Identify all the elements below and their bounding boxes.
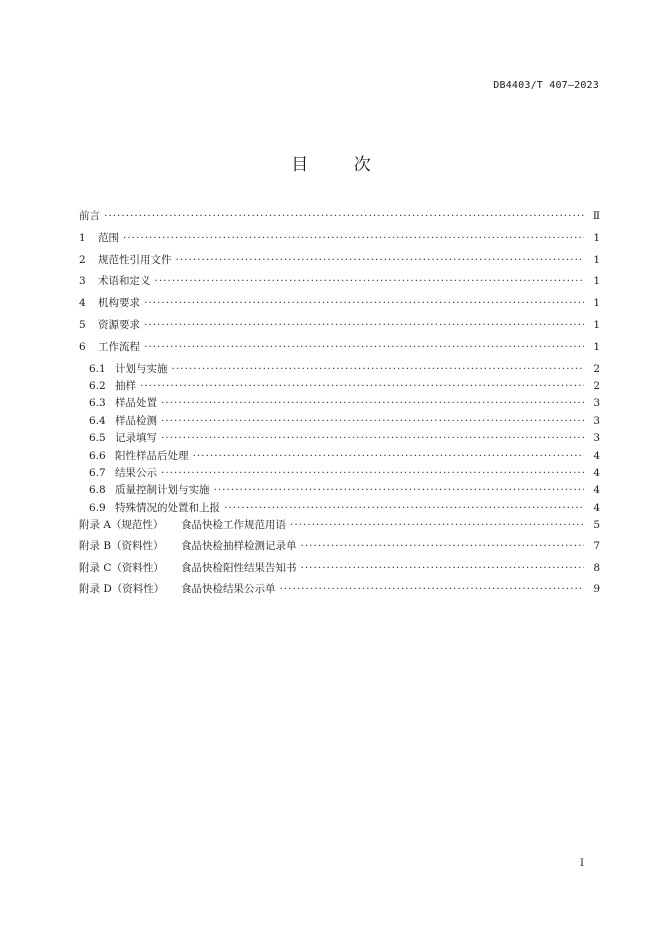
toc-entry-appendix-a[interactable] [79, 517, 600, 538]
toc-entry-page: 1 [593, 253, 600, 266]
toc-entry-label: 样品检测 [115, 414, 157, 427]
toc-leader-dots [144, 297, 584, 309]
toc-entry-4[interactable] [79, 295, 600, 317]
toc-entry-number: 4 [79, 297, 86, 310]
toc-entry-label: 食品快检结果公示单 [181, 583, 276, 596]
toc-entry-6-4[interactable] [79, 413, 600, 430]
toc-entry-1[interactable] [79, 230, 600, 252]
toc-entry-number: 6.2 [89, 379, 106, 392]
table-of-contents [79, 208, 600, 603]
toc-entry-page: 4 [593, 449, 600, 462]
toc-entry-page: 4 [593, 466, 600, 479]
toc-entry-label: 结果公示 [115, 466, 157, 479]
toc-leader-dots [214, 484, 585, 496]
toc-entry-number: 2 [79, 253, 86, 266]
toc-entry-appendix-b[interactable] [79, 538, 600, 559]
toc-entry-number: 6.3 [89, 397, 106, 410]
toc-entry-label: 计划与实施 [115, 362, 168, 375]
toc-entry-page: 8 [593, 561, 600, 574]
toc-entry-label: 工作流程 [98, 340, 140, 353]
toc-entry-page: 1 [593, 297, 600, 310]
toc-entry-6-1[interactable] [79, 361, 600, 378]
toc-entry-label: 食品快检工作规范用语 [181, 519, 286, 532]
toc-entry-number: 6.6 [89, 449, 106, 462]
toc-entry-number: 6.5 [89, 432, 106, 445]
toc-entry-page: 3 [593, 414, 600, 427]
toc-entry-6[interactable] [79, 339, 600, 361]
toc-leader-dots [144, 341, 584, 353]
toc-leader-dots [161, 415, 584, 427]
toc-entry-number: 1 [79, 231, 86, 244]
toc-entry-page: 1 [593, 340, 600, 353]
document-code: DB4403/T 407—2023 [493, 80, 599, 91]
toc-leader-dots [301, 562, 585, 574]
title-char-1: 目 [291, 155, 309, 175]
toc-entry-6-7[interactable] [79, 465, 600, 482]
toc-entry-6-5[interactable] [79, 430, 600, 447]
toc-leader-dots [193, 450, 585, 462]
toc-entry-page: 1 [593, 231, 600, 244]
toc-entry-6-2[interactable] [79, 378, 600, 395]
toc-entry-number: 6.8 [89, 484, 106, 497]
toc-entry-number: 附录 A（规范性） [79, 519, 164, 532]
toc-entry-label: 范围 [98, 231, 119, 244]
toc-leader-dots [290, 519, 584, 531]
toc-entry-5[interactable] [79, 317, 600, 339]
toc-entry-page: 1 [593, 275, 600, 288]
toc-entry-page: 1 [593, 318, 600, 331]
toc-leader-dots [280, 583, 585, 595]
toc-leader-dots [172, 363, 585, 375]
toc-entry-page: Ⅱ [592, 210, 600, 222]
toc-entry-page: 4 [593, 501, 600, 514]
toc-entry-number: 6 [79, 340, 86, 353]
toc-leader-dots [224, 502, 584, 514]
toc-entry-number: 6.7 [89, 466, 106, 479]
toc-entry-number: 6.1 [89, 362, 106, 375]
toc-leader-dots [301, 540, 585, 552]
toc-entry-page: 3 [593, 397, 600, 410]
toc-entry-number: 6.4 [89, 414, 106, 427]
toc-entry-6-6[interactable] [79, 448, 600, 465]
toc-entry-label: 食品快检阳性结果告知书 [181, 561, 297, 574]
toc-entry-3[interactable] [79, 273, 600, 295]
toc-entry-label: 前言 [79, 210, 100, 222]
toc-entry-number: 附录 D（资料性） [79, 583, 165, 596]
toc-entry-2[interactable] [79, 252, 600, 274]
toc-leader-dots [155, 275, 585, 287]
toc-entry-appendix-c[interactable] [79, 560, 600, 581]
toc-leader-dots [176, 254, 585, 266]
toc-entry-number: 附录 C（资料性） [79, 561, 164, 574]
toc-entry-6-8[interactable] [79, 482, 600, 499]
toc-entry-label: 质量控制计划与实施 [115, 484, 210, 497]
toc-entry-foreword[interactable] [79, 208, 600, 230]
toc-entry-label: 规范性引用文件 [98, 253, 172, 266]
toc-leader-dots [161, 467, 584, 479]
page-title [0, 150, 662, 175]
toc-leader-dots [144, 319, 584, 331]
title-char-2: 次 [353, 155, 371, 175]
toc-entry-number: 3 [79, 275, 86, 288]
footer-page-number: I [580, 858, 584, 869]
toc-entry-page: 2 [593, 362, 600, 375]
toc-entry-label: 阳性样品后处理 [115, 449, 189, 462]
toc-entry-page: 5 [593, 519, 600, 532]
toc-entry-label: 样品处置 [115, 397, 157, 410]
toc-entry-page: 4 [593, 484, 600, 497]
toc-leader-dots [123, 232, 584, 244]
toc-entry-label: 记录填写 [115, 432, 157, 445]
toc-entry-6-3[interactable] [79, 395, 600, 412]
toc-leader-dots [161, 432, 584, 444]
toc-leader-dots [161, 397, 584, 409]
toc-leader-dots [140, 380, 584, 392]
toc-entry-label: 食品快检抽样检测记录单 [181, 540, 297, 553]
toc-entry-label: 资源要求 [98, 318, 140, 331]
toc-entry-page: 2 [593, 379, 600, 392]
toc-entry-label: 术语和定义 [98, 275, 151, 288]
toc-entry-page: 7 [593, 540, 600, 553]
toc-entry-label: 抽样 [115, 379, 136, 392]
toc-entry-6-9[interactable] [79, 500, 600, 517]
toc-entry-label: 特殊情况的处置和上报 [115, 501, 220, 514]
toc-entry-number: 6.9 [89, 501, 106, 514]
toc-entry-label: 机构要求 [98, 297, 140, 310]
toc-entry-appendix-d[interactable] [79, 581, 600, 602]
toc-entry-number: 附录 B（资料性） [79, 540, 164, 553]
toc-entry-number: 5 [79, 318, 86, 331]
toc-entry-page: 9 [593, 583, 600, 596]
toc-entry-page: 3 [593, 432, 600, 445]
toc-leader-dots [104, 210, 584, 222]
